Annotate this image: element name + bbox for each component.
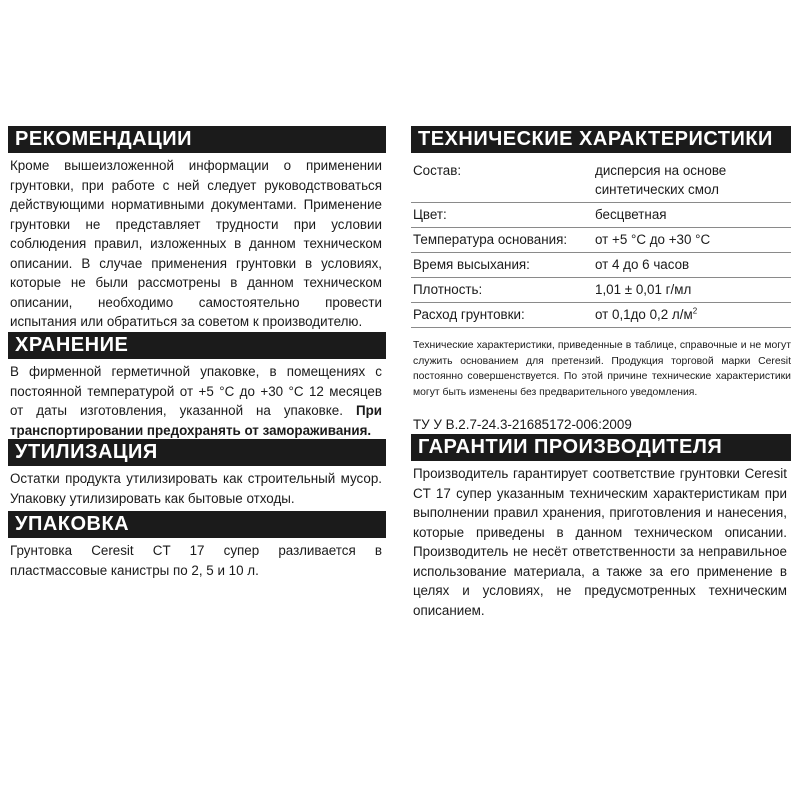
spec-key: Расход грунтовки: [413, 307, 525, 322]
specs-section [411, 126, 791, 432]
storage-text-bold: При транспортировании предохранять от замораживания. [10, 403, 382, 438]
spec-value: 1,01 ± 0,01 г/мл [595, 282, 692, 297]
storage-heading: ХРАНЕНИЕ [8, 332, 386, 359]
left-column [8, 126, 386, 580]
packaging-section [8, 511, 386, 580]
specs-row-density [411, 278, 791, 303]
spec-value [595, 305, 791, 324]
right-column [411, 126, 791, 618]
recommendations-heading: РЕКОМЕНДАЦИИ [8, 126, 386, 153]
disposal-section [8, 439, 386, 510]
specs-heading: ТЕХНИЧЕСКИЕ ХАРАКТЕРИСТИКИ [411, 126, 791, 153]
specs-table [411, 159, 791, 328]
specs-row-composition [411, 159, 791, 203]
spec-value-text: от 0,1до 0,2 л/м [595, 307, 693, 322]
recommendations-section [8, 126, 386, 329]
warranty-text: Производитель гарантирует соответствие грунтовки Ceresit CT 17 супер указанным техническим характеристикам при выполнении правил хранения, приготовления и нанесения, которые приведены в данном техническом описании. Производитель не несёт ответственности за неправильное использование материала, а также за его применение в целях и условиях, не предусмотренных техническим описанием. [413, 466, 787, 618]
specs-row-color [411, 203, 791, 228]
warranty-heading: ГАРАНТИИ ПРОИЗВОДИТЕЛЯ [411, 434, 791, 461]
spec-key: Плотность: [413, 282, 483, 297]
storage-section [8, 332, 386, 437]
specs-disclaimer: Технические характеристики, приведенные в таблице, справочные и не могут служить основанием для претензий. Продукция торговой марки Ceresit постоянно совершенствуется. По этой причине технические характеристики могут быть изменены без предварительного уведомления. [413, 340, 791, 398]
specs-row-consumption [411, 303, 791, 328]
technical-standard: ТУ У В.2.7-24.3-21685172-006:2009 [413, 417, 632, 432]
storage-text [8, 359, 386, 437]
disposal-text: Остатки продукта утилизировать как строительный мусор. Упаковку утилизировать как бытовые отходы. [10, 471, 382, 506]
disposal-heading: УТИЛИЗАЦИЯ [8, 439, 386, 466]
spec-value-superscript: 2 [692, 306, 698, 316]
packaging-heading: УПАКОВКА [8, 511, 386, 538]
specs-row-drying-time [411, 253, 791, 278]
spec-key: Состав: [413, 163, 462, 178]
spec-value: дисперсия на основе синтетических смол [595, 163, 727, 197]
packaging-text: Грунтовка Ceresit CT 17 супер разливается в пластмассовые канистры по 2, 5 и 10 л. [10, 543, 382, 578]
spec-value: бесцветная [595, 207, 667, 222]
spec-key: Температура основания: [413, 232, 568, 247]
spec-key: Цвет: [413, 207, 447, 222]
warranty-section [411, 434, 791, 620]
specs-row-base-temperature [411, 228, 791, 253]
spec-value: от +5 °С до +30 °С [595, 232, 711, 247]
spec-key: Время высыхания: [413, 257, 530, 272]
storage-text-regular: В фирменной герметичной упаковке, в помещениях с постоянной температурой от +5 °С до +30 °С 12 месяцев от даты изготовления, указанной на упаковке. [10, 364, 382, 418]
spec-value: от 4 до 6 часов [595, 257, 690, 272]
recommendations-text: Кроме вышеизложенной информации о применении грунтовки, при работе с ней следует руководствоваться действующими нормативными документами. Применение грунтовки не представляет трудности при условии соблюдения правил, изложенных в данном техническом описании. В случае применения грунтовки в условиях, которые не были рассмотрены в данном техническом описании, необходимо самостоятельно провести испытания или обратиться за советом к производителю. [10, 158, 382, 329]
